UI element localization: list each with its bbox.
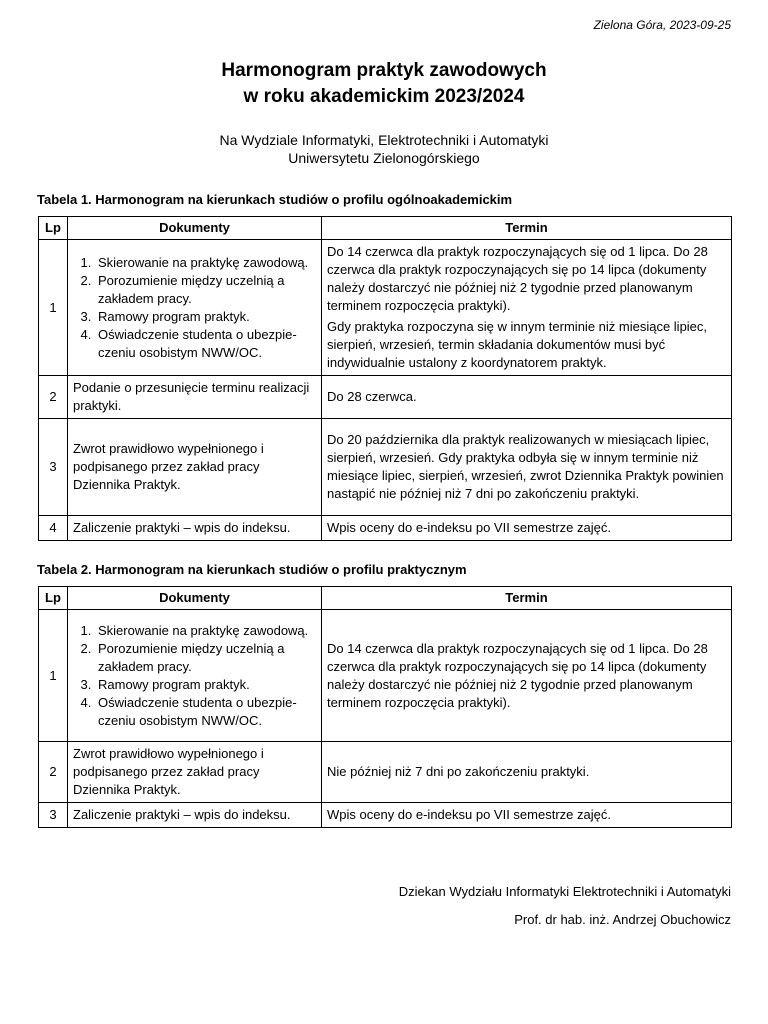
row-number: 3 (39, 419, 68, 516)
table-row (39, 610, 732, 742)
table-row (39, 742, 732, 803)
list-item: 2. Porozumienie między uczelnią a zakładem pracy. (95, 640, 316, 676)
column-header-lp: Lp (39, 587, 68, 610)
deadline-paragraph: Do 14 czerwca dla praktyk rozpoczynających się od 1 lipca. Do 28 czerwca dla praktyk rozpoczynających się po 14 lipca (dokumenty należy dostarczyć nie później niż 2 tygodnie przed planowanym terminem rozpoczęcia praktyki). (327, 244, 708, 313)
list-item: 4. Oświadczenie studenta o ubezpie-czeniu osobistym NWW/OC. (95, 326, 316, 362)
documents-cell: Zwrot prawidłowo wypełnionego i podpisanego przez zakład pracy Dziennika Praktyk. (68, 742, 322, 803)
row-number: 2 (39, 742, 68, 803)
title-line-2: w roku akademickim 2023/2024 (243, 86, 525, 107)
table-row (39, 376, 732, 419)
deadline-cell: Nie później niż 7 dni po zakończeniu praktyki. (322, 742, 732, 803)
documents-list (73, 254, 316, 362)
subtitle-line-1: Na Wydziale Informatyki, Elektrotechniki i Automatyki (219, 132, 549, 148)
table1-header-row (39, 217, 732, 240)
documents-cell (68, 610, 322, 742)
deadline-cell: Do 14 czerwca dla praktyk rozpoczynających się od 1 lipca. Do 28 czerwca dla praktyk rozpoczynających się po 14 lipca (dokumenty należy dostarczyć nie później niż 2 tygodnie przed planowanym terminem rozpoczęcia praktyki). (322, 610, 732, 742)
dean-title: Dziekan Wydziału Informatyki Elektrotechniki i Automatyki (398, 884, 731, 899)
table1 (38, 216, 732, 541)
documents-cell: Zaliczenie praktyki – wpis do indeksu. (68, 516, 322, 541)
table2-header-row (39, 587, 732, 610)
list-item: 1. Skierowanie na praktykę zawodową. (95, 622, 316, 640)
documents-cell: Zwrot prawidłowo wypełnionego i podpisanego przez zakład pracy Dziennika Praktyk. (68, 419, 322, 516)
documents-list (73, 622, 316, 730)
row-number: 3 (39, 803, 68, 828)
page-subtitle (0, 131, 768, 167)
column-header-lp: Lp (39, 217, 68, 240)
dean-name: Prof. dr hab. inż. Andrzej Obuchowicz (514, 912, 731, 927)
list-item: 3. Ramowy program praktyk. (95, 676, 316, 694)
table-row (39, 240, 732, 376)
row-number: 2 (39, 376, 68, 419)
subtitle-line-2: Uniwersytetu Zielonogórskiego (288, 150, 480, 166)
documents-cell (68, 240, 322, 376)
table-row (39, 516, 732, 541)
row-number: 1 (39, 610, 68, 742)
title-line-1: Harmonogram praktyk zawodowych (221, 60, 547, 81)
deadline-cell (322, 240, 732, 376)
row-number: 1 (39, 240, 68, 376)
column-header-dokumenty: Dokumenty (68, 217, 322, 240)
deadline-cell: Do 28 czerwca. (322, 376, 732, 419)
deadline-cell: Wpis oceny do e-indeksu po VII semestrze zajęć. (322, 803, 732, 828)
deadline-cell: Do 20 października dla praktyk realizowanych w miesiącach lipiec, sierpień, wrzesień. Gdy praktyka odbyła się w innym terminie niż miesiące lipiec, sierpień, wrzesień, zwrot Dziennika Praktyk powinien nastąpić nie później niż 7 dni po zakończeniu praktyki. (322, 419, 732, 516)
table-row (39, 419, 732, 516)
list-item: 1. Skierowanie na praktykę zawodową. (95, 254, 316, 272)
deadline-cell: Wpis oceny do e-indeksu po VII semestrze zajęć. (322, 516, 732, 541)
row-number: 4 (39, 516, 68, 541)
list-item: 4. Oświadczenie studenta o ubezpie-czeniu osobistym NWW/OC. (95, 694, 316, 730)
page-title (0, 58, 768, 110)
table1-caption: Tabela 1. Harmonogram na kierunkach studiów o profilu ogólnoakademickim (37, 192, 513, 207)
place-date: Zielona Góra, 2023-09-25 (593, 18, 731, 32)
column-header-termin: Termin (322, 587, 732, 610)
documents-cell: Podanie o przesunięcie terminu realizacji praktyki. (68, 376, 322, 419)
table2 (38, 586, 732, 828)
documents-cell: Zaliczenie praktyki – wpis do indeksu. (68, 803, 322, 828)
column-header-dokumenty: Dokumenty (68, 587, 322, 610)
column-header-termin: Termin (322, 217, 732, 240)
list-item: 3. Ramowy program praktyk. (95, 308, 316, 326)
deadline-paragraph: Gdy praktyka rozpoczyna się w innym terminie niż miesiące lipiec, sierpień, wrzesień, termin składania dokumentów musi być indywidualnie ustalony z koordynatorem praktyk. (327, 319, 708, 370)
table-row (39, 803, 732, 828)
table2-caption: Tabela 2. Harmonogram na kierunkach studiów o profilu praktycznym (37, 562, 467, 577)
list-item: 2. Porozumienie między uczelnią a zakładem pracy. (95, 272, 316, 308)
